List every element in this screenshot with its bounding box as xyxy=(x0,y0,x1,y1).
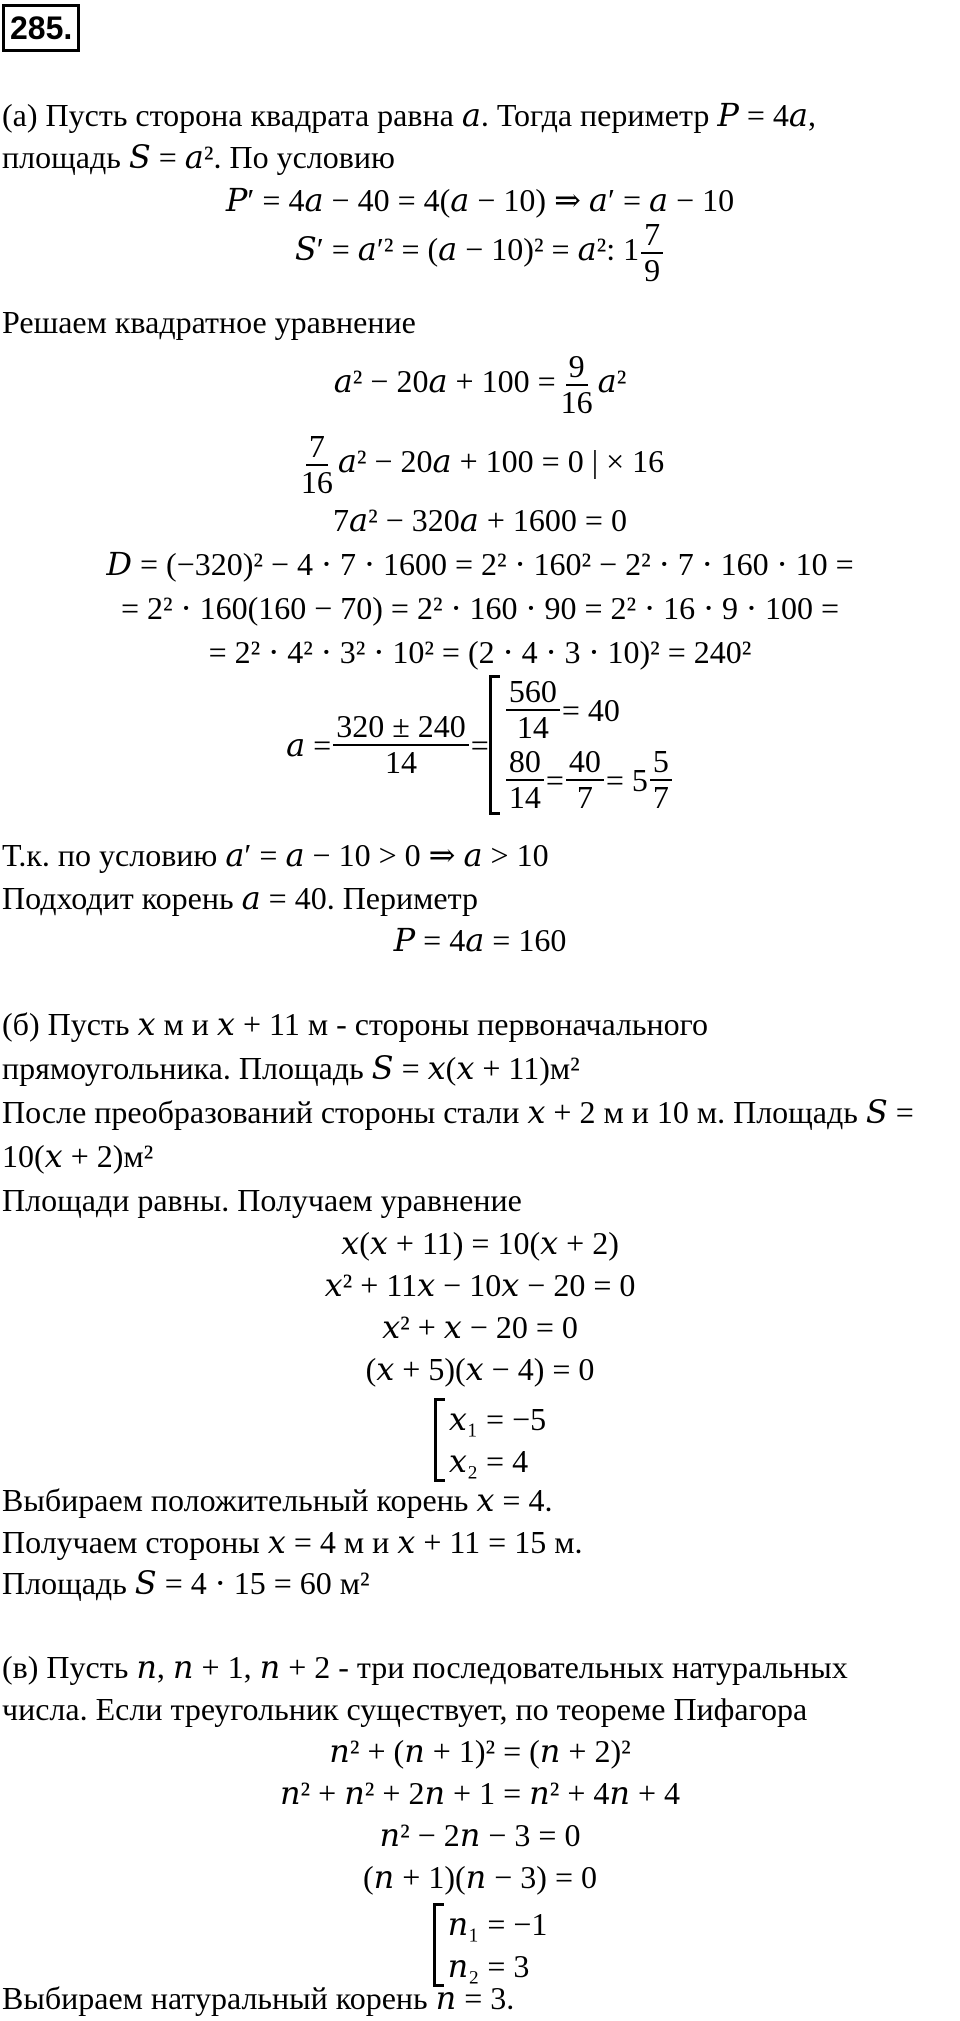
roots-system xyxy=(433,1903,548,1987)
quadratic-right: 𝑎² − 20𝑎 + 100 = 0 | × 16 xyxy=(337,442,665,479)
root1-fraction xyxy=(506,675,560,744)
part-b-sides: Получаем стороны 𝑥 = 4 м и 𝑥 + 11 = 15 м. xyxy=(2,1524,583,1560)
part-b-equation-2: 𝑥² + 11𝑥 − 10𝑥 − 20 = 0 xyxy=(324,1267,636,1303)
part-a-discriminant-1: 𝐷 = (−320)² − 4 ⋅ 7 ⋅ 1600 = 2² ⋅ 160² − 2² ⋅ 7 ⋅ 160 ⋅ 10 = xyxy=(106,546,854,582)
part-a-discriminant-3: = 2² ⋅ 4² ⋅ 3² ⋅ 10² = (2 ⋅ 4 ⋅ 3 ⋅ 10)² = 240² xyxy=(208,634,752,670)
part-a-quadratic-1 xyxy=(0,350,960,419)
root-1: 𝑥₁ = −5 xyxy=(448,1401,547,1437)
part-a-fitting-root: Подходит корень 𝑎 = 40. Периметр xyxy=(2,880,478,916)
fraction-numerator: 7 xyxy=(306,430,328,466)
quadratic-fraction xyxy=(298,430,336,499)
part-b-equation-3: 𝑥² + 𝑥 − 20 = 0 xyxy=(382,1309,578,1345)
root2-fraction-3 xyxy=(650,745,672,814)
part-b-equal-label: Площади равны. Получаем уравнение xyxy=(2,1182,522,1218)
root2-fraction-1 xyxy=(506,745,544,814)
quadratic-right: 𝑎² xyxy=(597,362,627,399)
part-a-area-equation xyxy=(0,218,960,287)
part-c-equation-2: 𝑛² + 𝑛² + 2𝑛 + 1 = 𝑛² + 4𝑛 + 4 xyxy=(279,1775,681,1811)
roots-bracket xyxy=(433,1903,444,1987)
part-b-intro-line1: (б) Пусть 𝑥 м и 𝑥 + 11 м - стороны первоначального xyxy=(2,1006,708,1042)
roots-bracket xyxy=(489,675,500,815)
roots-cases xyxy=(504,675,674,815)
part-a-condition: Т.к. по условию 𝑎′ = 𝑎 − 10 > 0 ⇒ 𝑎 > 10 xyxy=(2,837,549,873)
part-c-equation-4: (𝑛 + 1)(𝑛 − 3) = 0 xyxy=(363,1859,597,1895)
part-a-answer: 𝑃 = 4𝑎 = 160 xyxy=(393,922,567,958)
part-c-roots xyxy=(10,1903,960,1987)
fraction-numerator: 7 xyxy=(641,218,663,254)
quadratic-fraction xyxy=(558,350,596,419)
area-equation-fraction xyxy=(641,218,663,287)
root-1: 𝑛₁ = −1 xyxy=(447,1906,548,1942)
roots-left: 𝑎 = xyxy=(286,727,332,763)
part-b-roots xyxy=(10,1398,960,1482)
part-c-intro-line1: (в) Пусть 𝑛, 𝑛 + 1, 𝑛 + 2 - три последовательных натуральных xyxy=(2,1649,848,1685)
fraction-numerator: 320 ± 240 xyxy=(333,710,469,746)
root-2: 𝑛₂ = 3 xyxy=(447,1948,530,1984)
part-a-intro-line2: площадь 𝑆 = 𝑎². По условию xyxy=(2,139,395,175)
fraction-denominator: 9 xyxy=(644,251,661,288)
roots-equals: = xyxy=(470,727,489,763)
equals-sign: = xyxy=(545,762,564,798)
part-b-intro-line4: 10(𝑥 + 2)м² xyxy=(2,1138,154,1174)
part-c-choose-root: Выбираем натуральный корень 𝑛 = 3. xyxy=(2,1980,515,2016)
roots-formula xyxy=(286,675,674,815)
quadratic-left: 𝑎² − 20𝑎 + 100 = xyxy=(333,362,556,399)
area-equation-left: 𝑆′ = 𝑎′² = (𝑎 − 10)² = 𝑎²: 1 xyxy=(294,230,640,267)
fraction-denominator: 7 xyxy=(652,779,669,815)
part-a-solve-label: Решаем квадратное уравнение xyxy=(2,304,416,340)
part-b-intro-line3: После преобразований стороны стали 𝑥 + 2 м и 10 м. Площадь 𝑆 = xyxy=(2,1094,914,1130)
fraction-numerator: 560 xyxy=(506,675,560,711)
part-c-equation-3: 𝑛² − 2𝑛 − 3 = 0 xyxy=(379,1817,581,1853)
roots-system xyxy=(434,1398,546,1482)
root-2: 𝑥₂ = 4 xyxy=(448,1443,529,1479)
roots-cases xyxy=(449,1398,546,1482)
part-b-area: Площадь 𝑆 = 4 ⋅ 15 = 60 м² xyxy=(2,1565,370,1601)
root-case-2 xyxy=(504,745,674,815)
root2-fraction-2 xyxy=(566,745,604,814)
root-case-1 xyxy=(504,675,620,745)
part-a-discriminant-2: = 2² ⋅ 160(160 − 70) = 2² ⋅ 160 ⋅ 90 = 2² ⋅ 16 ⋅ 9 ⋅ 100 = xyxy=(120,590,840,626)
problem-number: 285. xyxy=(2,4,80,52)
roots-bracket xyxy=(434,1398,445,1482)
roots-cases xyxy=(448,1903,548,1987)
fraction-denominator: 16 xyxy=(300,463,333,500)
root1-value: = 40 xyxy=(561,692,620,728)
roots-fraction xyxy=(333,710,469,779)
part-b-equation-1: 𝑥(𝑥 + 11) = 10(𝑥 + 2) xyxy=(341,1225,619,1261)
fraction-denominator: 16 xyxy=(560,383,593,420)
part-a-quadratic-3: 7𝑎² − 320𝑎 + 1600 = 0 xyxy=(333,502,627,538)
root2-whole: = 5 xyxy=(605,762,648,798)
fraction-numerator: 9 xyxy=(566,350,588,386)
part-a-quadratic-2 xyxy=(0,430,960,499)
part-b-choose-root: Выбираем положительный корень 𝑥 = 4. xyxy=(2,1482,553,1518)
fraction-denominator: 14 xyxy=(516,709,549,745)
part-a-intro-line1: (а) Пусть сторона квадрата равна 𝑎. Тогда периметр 𝑃 = 4𝑎, xyxy=(2,97,816,133)
fraction-numerator: 5 xyxy=(650,745,672,781)
part-b-intro-line2: прямоугольника. Площадь 𝑆 = 𝑥(𝑥 + 11)м² xyxy=(2,1050,580,1086)
fraction-numerator: 80 xyxy=(506,745,544,781)
part-a-roots xyxy=(0,675,960,815)
fraction-numerator: 40 xyxy=(566,745,604,781)
part-c-intro-line2: числа. Если треугольник существует, по теореме Пифагора xyxy=(2,1691,808,1727)
fraction-denominator: 14 xyxy=(384,744,417,780)
fraction-denominator: 14 xyxy=(508,779,541,815)
part-b-equation-4: (𝑥 + 5)(𝑥 − 4) = 0 xyxy=(365,1351,595,1387)
part-c-equation-1: 𝑛² + (𝑛 + 1)² = (𝑛 + 2)² xyxy=(329,1733,631,1769)
fraction-denominator: 7 xyxy=(576,779,593,815)
part-a-perimeter-equation: 𝑃′ = 4𝑎 − 40 = 4(𝑎 − 10) ⇒ 𝑎′ = 𝑎 − 10 xyxy=(225,182,735,218)
